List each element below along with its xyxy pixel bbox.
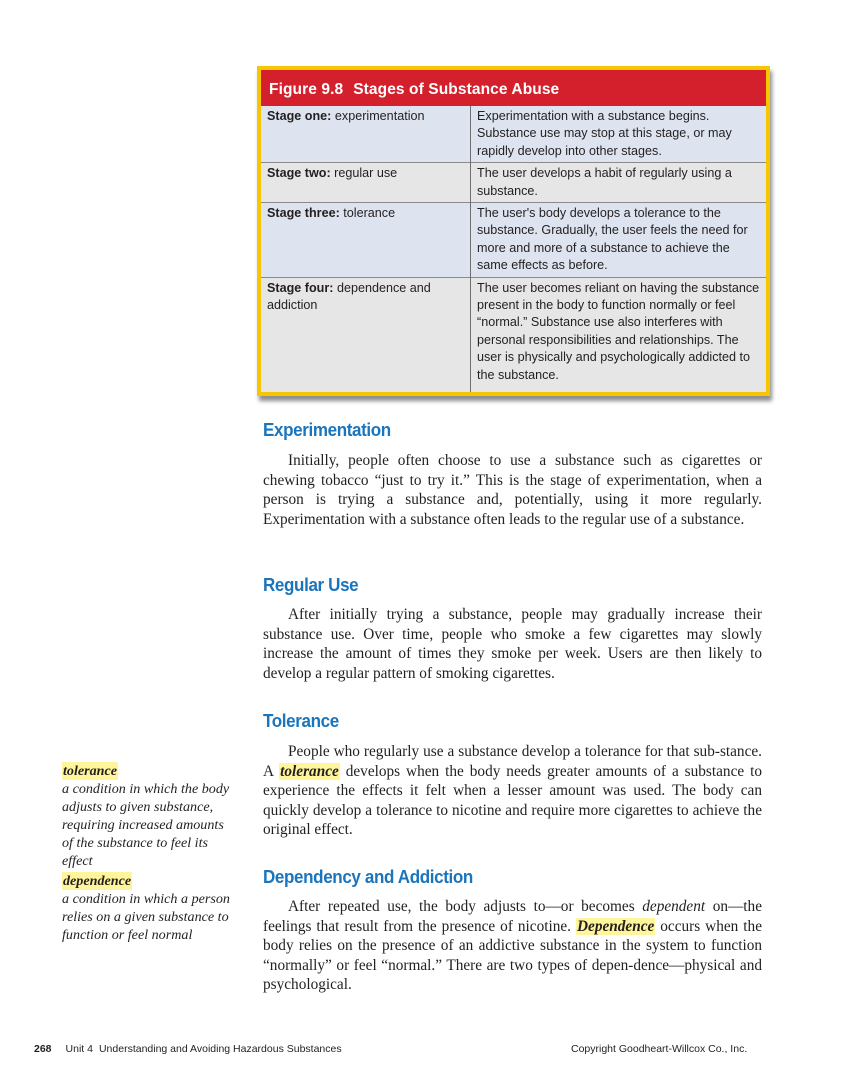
heading-dependency-addiction: Dependency and Addiction bbox=[263, 866, 473, 887]
stage-cell bbox=[261, 277, 471, 392]
stage-description: The user develops a habit of regularly using a substance. bbox=[471, 163, 767, 203]
paragraph-text: develops when the body needs greater amounts of a substance to experience the effects it felt when a lesser amount was used. The body can quickly develop a tolerance to nicotine and require more cigarettes to achieve the original effect. bbox=[263, 762, 762, 839]
page-number: 268 bbox=[34, 1043, 52, 1055]
stage-label: Stage three: bbox=[267, 206, 340, 221]
stage-description: The user becomes reliant on having the substance present in the body to function normally or feel “normal.” Substance use also interferes with personal responsibilities and relationships. The user is physically and psychologically addicted to the substance. bbox=[471, 277, 767, 392]
table-row bbox=[261, 106, 766, 163]
table-row bbox=[261, 277, 766, 392]
paragraph-dependency bbox=[263, 897, 762, 995]
stages-table bbox=[261, 106, 766, 392]
heading-tolerance: Tolerance bbox=[263, 710, 339, 731]
paragraph-regular-use: After initially trying a substance, people may gradually increase their substance use. Over time, people who smoke a few cigarettes may slowly increase the amount of times they smoke per week. Users are then likely to develop a regular pattern of smoking cigarettes. bbox=[263, 606, 762, 682]
figure-title-bar bbox=[261, 70, 766, 106]
table-row bbox=[261, 163, 766, 203]
glossary-term: tolerance bbox=[63, 763, 118, 779]
key-term-dependence: Dependence bbox=[576, 917, 655, 935]
unit-title: Understanding and Avoiding Hazardous Substances bbox=[98, 1043, 342, 1055]
heading-experimentation: Experimentation bbox=[263, 419, 391, 440]
paragraph-text: on—the feelings that result from the presence of nicotine. bbox=[263, 898, 762, 935]
stage-name: experimentation bbox=[334, 109, 425, 123]
stage-cell bbox=[261, 106, 471, 163]
paragraph-text: People who regularly use a substance develop a tolerance for that sub-stance. A bbox=[263, 743, 762, 780]
italic-word: dependent bbox=[642, 898, 706, 915]
stage-name: tolerance bbox=[343, 206, 396, 221]
stage-name: regular use bbox=[334, 166, 398, 181]
key-term-tolerance: tolerance bbox=[280, 762, 339, 780]
stage-label: Stage one: bbox=[267, 109, 332, 123]
paragraph-text: After repeated use, the body adjusts to—or becomes bbox=[288, 898, 643, 915]
heading-regular-use: Regular Use bbox=[263, 574, 359, 595]
glossary-definition: a condition in which a person relies on a given substance to function or feel normal bbox=[62, 891, 230, 943]
figure-box bbox=[257, 66, 770, 396]
margin-glossary bbox=[62, 760, 237, 944]
paragraph-tolerance bbox=[263, 742, 762, 840]
paragraph-text: occurs when the body relies on the presence of an addictive substance in the system to function “normally” or feel “normal.” There are two types of depen-dence—physical and psychological. bbox=[263, 917, 762, 994]
stage-label: Stage two: bbox=[267, 166, 331, 181]
stage-description: The user's body develops a tolerance to the substance. Gradually, the user feels the need for more and more of a substance to achieve the same effects as before. bbox=[471, 203, 767, 278]
stage-name: dependence and addiction bbox=[267, 280, 431, 313]
table-row bbox=[261, 203, 766, 278]
copyright: Copyright Goodheart-Willcox Co., Inc. bbox=[571, 1043, 748, 1055]
page-footer-left bbox=[34, 1043, 342, 1055]
stage-label: Stage four: bbox=[267, 280, 334, 295]
paragraph-experimentation: Initially, people often choose to use a substance such as cigarettes or chewing tobacco “just to try it.” This is the stage of experimentation, when a person is trying a substance and, potentially, using it more regularly. Experimentation with a substance often leads to the regular use of a substance. bbox=[263, 452, 762, 528]
stage-cell bbox=[261, 163, 471, 203]
stage-cell bbox=[261, 203, 471, 278]
stage-description: Experimentation with a substance begins. Substance use may stop at this stage, or may rapidly develop into other stages. bbox=[471, 106, 767, 163]
glossary-definition: a condition in which the body adjusts to given substance, requiring increased amounts of the substance to feel its effect bbox=[62, 781, 230, 869]
figure-label: Figure 9.8 bbox=[269, 81, 344, 98]
figure-title: Stages of Substance Abuse bbox=[353, 81, 560, 98]
unit-label: Unit 4 bbox=[65, 1043, 93, 1055]
glossary-term: dependence bbox=[63, 873, 132, 889]
